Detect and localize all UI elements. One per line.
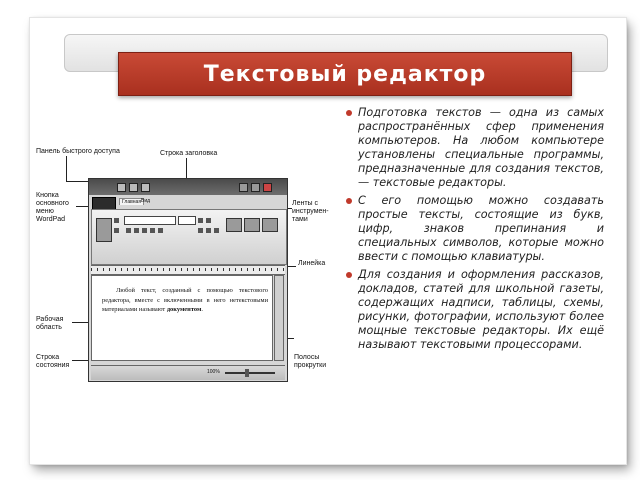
label-ribbons: Ленты с инструмен-тами [292, 200, 329, 223]
copy-icon [114, 228, 119, 233]
label-work-area: Рабочая область [36, 316, 64, 331]
document-text-bold: документом [166, 306, 202, 313]
minimize-icon [239, 183, 248, 192]
align-center-icon [206, 228, 211, 233]
bullet-text: Для создания и оформления рассказов, докладов, статей для школьной газеты, содержащих надписи, таблицы, схемы, рисунки, фотографии, используют более мощные текстовые редакторы. Их ещё называют текстовыми процессорами. [358, 268, 604, 351]
document-area [91, 275, 273, 361]
find-icon [262, 218, 278, 232]
ruler [91, 265, 285, 275]
tab-home: Главная [119, 198, 144, 205]
italic-icon [134, 228, 139, 233]
paint-icon [244, 218, 260, 232]
bullet-item [346, 106, 604, 190]
strike-icon [150, 228, 155, 233]
zoom-level: 100% [207, 369, 220, 375]
picture-icon [226, 218, 242, 232]
bold-icon [126, 228, 131, 233]
status-bar [91, 365, 285, 380]
bullet-text: Подготовка текстов — одна из самых распространённых сфер применения компьютеров. На любом компьютере установлены специальные программы, предназначенные для создания текстов, — текстовые редакторы. [358, 106, 604, 189]
font-size-box [178, 216, 196, 225]
bullet-text: С его помощью можно создавать простые тексты, состоящие из букв, цифр, знаков препинания и специальных символов, которые можно ввести с помощью клавиатуры. [358, 194, 604, 263]
zoom-slider-knob [245, 369, 249, 377]
callout-line [66, 156, 67, 182]
label-quick-access: Панель быстрого доступа [36, 148, 120, 155]
bullet-dot [346, 198, 352, 204]
list-icon [206, 218, 211, 223]
ribbon [91, 209, 287, 265]
bullet-dot [346, 110, 352, 116]
indent-icon [198, 218, 203, 223]
redo-icon [141, 183, 150, 192]
tab-view: Вид [141, 198, 151, 204]
undo-icon [129, 183, 138, 192]
zoom-slider-track [225, 372, 275, 374]
slide-title: Текстовый редактор [203, 61, 487, 87]
save-icon [117, 183, 126, 192]
window-title-bar [89, 179, 287, 195]
font-color-icon [158, 228, 163, 233]
bullet-item [346, 268, 604, 352]
label-ruler: Линейка [298, 260, 326, 267]
label-status-bar: Строка состояния [36, 354, 70, 369]
maximize-icon [251, 183, 260, 192]
underline-icon [142, 228, 147, 233]
cut-icon [114, 218, 119, 223]
vertical-scrollbar [274, 275, 284, 361]
label-scrollbars: Полосы прокрутки [294, 354, 327, 369]
align-left-icon [198, 228, 203, 233]
document-text-body: Любой текст, созданный с помощью текстового редактора, вместе с включенными в него нетекстовыми материалами называют [102, 287, 268, 313]
align-right-icon [214, 228, 219, 233]
title-banner [118, 52, 572, 96]
close-icon [263, 183, 272, 192]
bullet-list [346, 106, 604, 356]
bullet-dot [346, 272, 352, 278]
label-app-menu: Кнопка основного меню WordPad [36, 192, 69, 223]
wordpad-window [88, 178, 288, 382]
document-text: Любой текст, созданный с помощью текстового редактора, вместе с включенными в него нетекстовыми материалами называют документом. [102, 287, 268, 313]
label-title-bar: Строка заголовка [160, 150, 218, 157]
bullet-item [346, 194, 604, 264]
font-family-box [124, 216, 176, 225]
wordpad-figure [36, 148, 336, 380]
paste-icon [96, 218, 112, 242]
